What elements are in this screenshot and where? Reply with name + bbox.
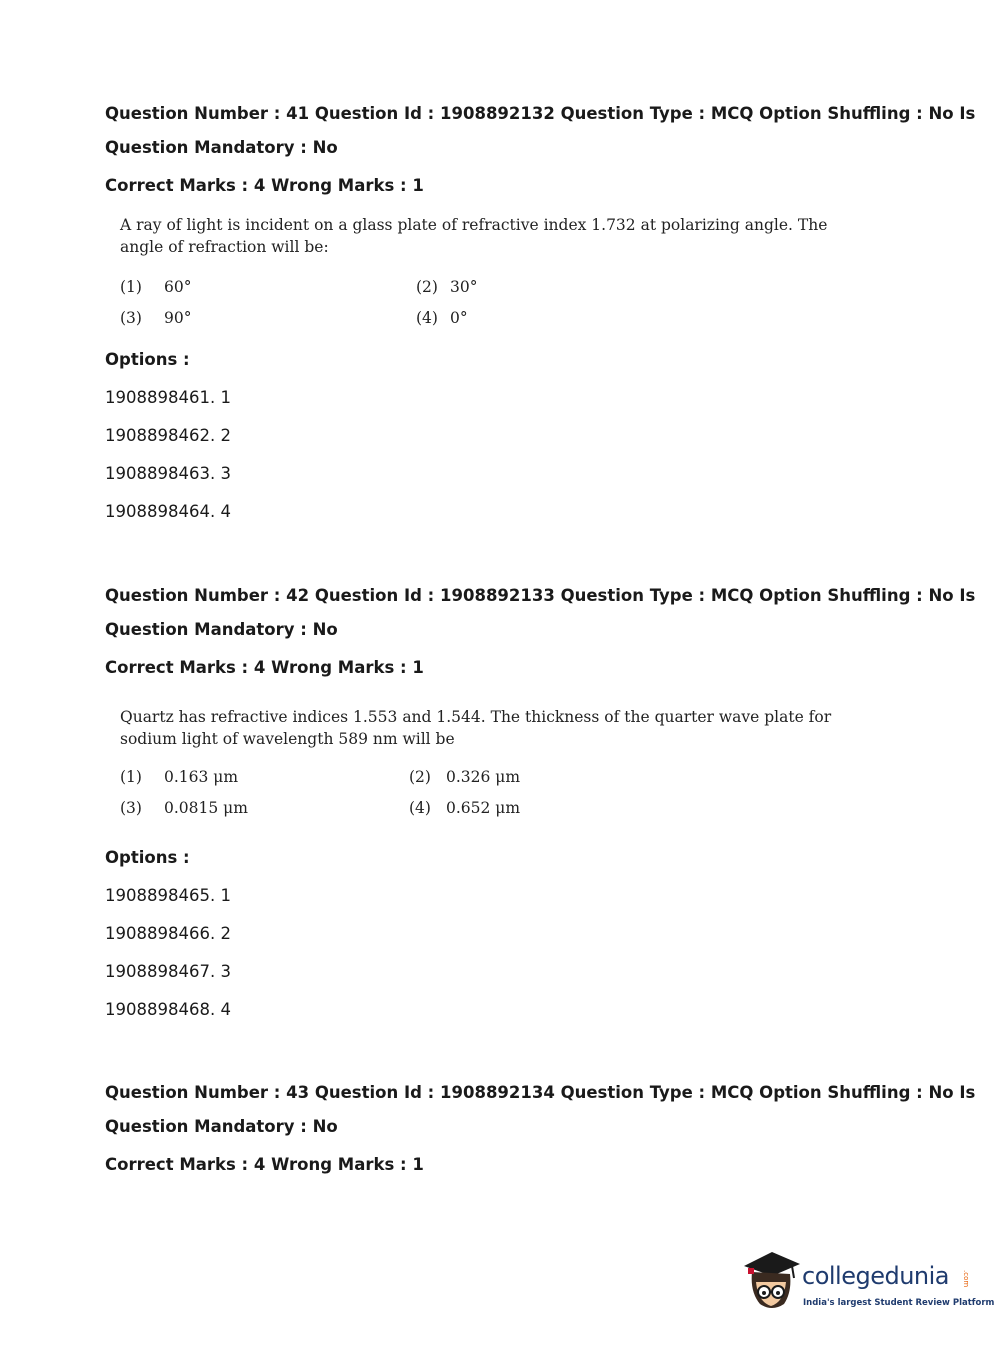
question-meta-line1: Question Number : 41 Question Id : 1908892132 Question Type : MCQ Option Shuffling : No Is [105, 104, 976, 123]
question-marks: Correct Marks : 4 Wrong Marks : 1 [105, 658, 424, 677]
brand-dotcom: .com [962, 1270, 970, 1288]
question-stem-image [120, 214, 828, 334]
question-marks: Correct Marks : 4 Wrong Marks : 1 [105, 1155, 424, 1174]
question-meta-line1: Question Number : 43 Question Id : 1908892134 Question Type : MCQ Option Shuffling : No Is [105, 1083, 976, 1102]
option-item: 1908898464. 4 [105, 502, 231, 521]
option-item: 1908898462. 2 [105, 426, 231, 445]
options-label: Options : [105, 848, 190, 867]
option-item: 1908898465. 1 [105, 886, 231, 905]
question-stem-line2: angle of refraction will be: [120, 238, 329, 256]
question-stem-line2: sodium light of wavelength 589 nm will be [120, 730, 455, 748]
choice-3: (3) 90° [120, 309, 192, 327]
choice-3: (3) 0.0815 μm [120, 799, 248, 817]
option-item: 1908898461. 1 [105, 388, 231, 407]
question-stem-image [120, 706, 832, 826]
student-mascot-icon [740, 1248, 802, 1318]
question-meta-line2: Question Mandatory : No [105, 138, 338, 157]
question-meta-line2: Question Mandatory : No [105, 620, 338, 639]
choice-1: (1) 60° [120, 278, 192, 296]
question-stem-line1: A ray of light is incident on a glass plate of refractive index 1.732 at polarizing angle. The [120, 216, 828, 234]
question-meta-line1: Question Number : 42 Question Id : 1908892133 Question Type : MCQ Option Shuffling : No Is [105, 586, 976, 605]
choice-4: (4) 0.652 μm [409, 799, 521, 817]
options-label: Options : [105, 350, 190, 369]
collegedunia-logo [740, 1248, 995, 1318]
choice-2: (2) 30° [416, 278, 478, 296]
question-marks: Correct Marks : 4 Wrong Marks : 1 [105, 176, 424, 195]
brand-tagline: India's largest Student Review Platform [803, 1298, 995, 1308]
option-item: 1908898467. 3 [105, 962, 231, 981]
option-item: 1908898463. 3 [105, 464, 231, 483]
option-item: 1908898466. 2 [105, 924, 231, 943]
brand-name: collegedunia [802, 1262, 950, 1290]
choice-1: (1) 0.163 μm [120, 768, 239, 786]
option-item: 1908898468. 4 [105, 1000, 231, 1019]
choice-2: (2) 0.326 μm [409, 768, 521, 786]
question-meta-line2: Question Mandatory : No [105, 1117, 338, 1136]
question-stem-line1: Quartz has refractive indices 1.553 and 1.544. The thickness of the quarter wave plate for [120, 708, 832, 726]
choice-4: (4) 0° [416, 309, 468, 327]
